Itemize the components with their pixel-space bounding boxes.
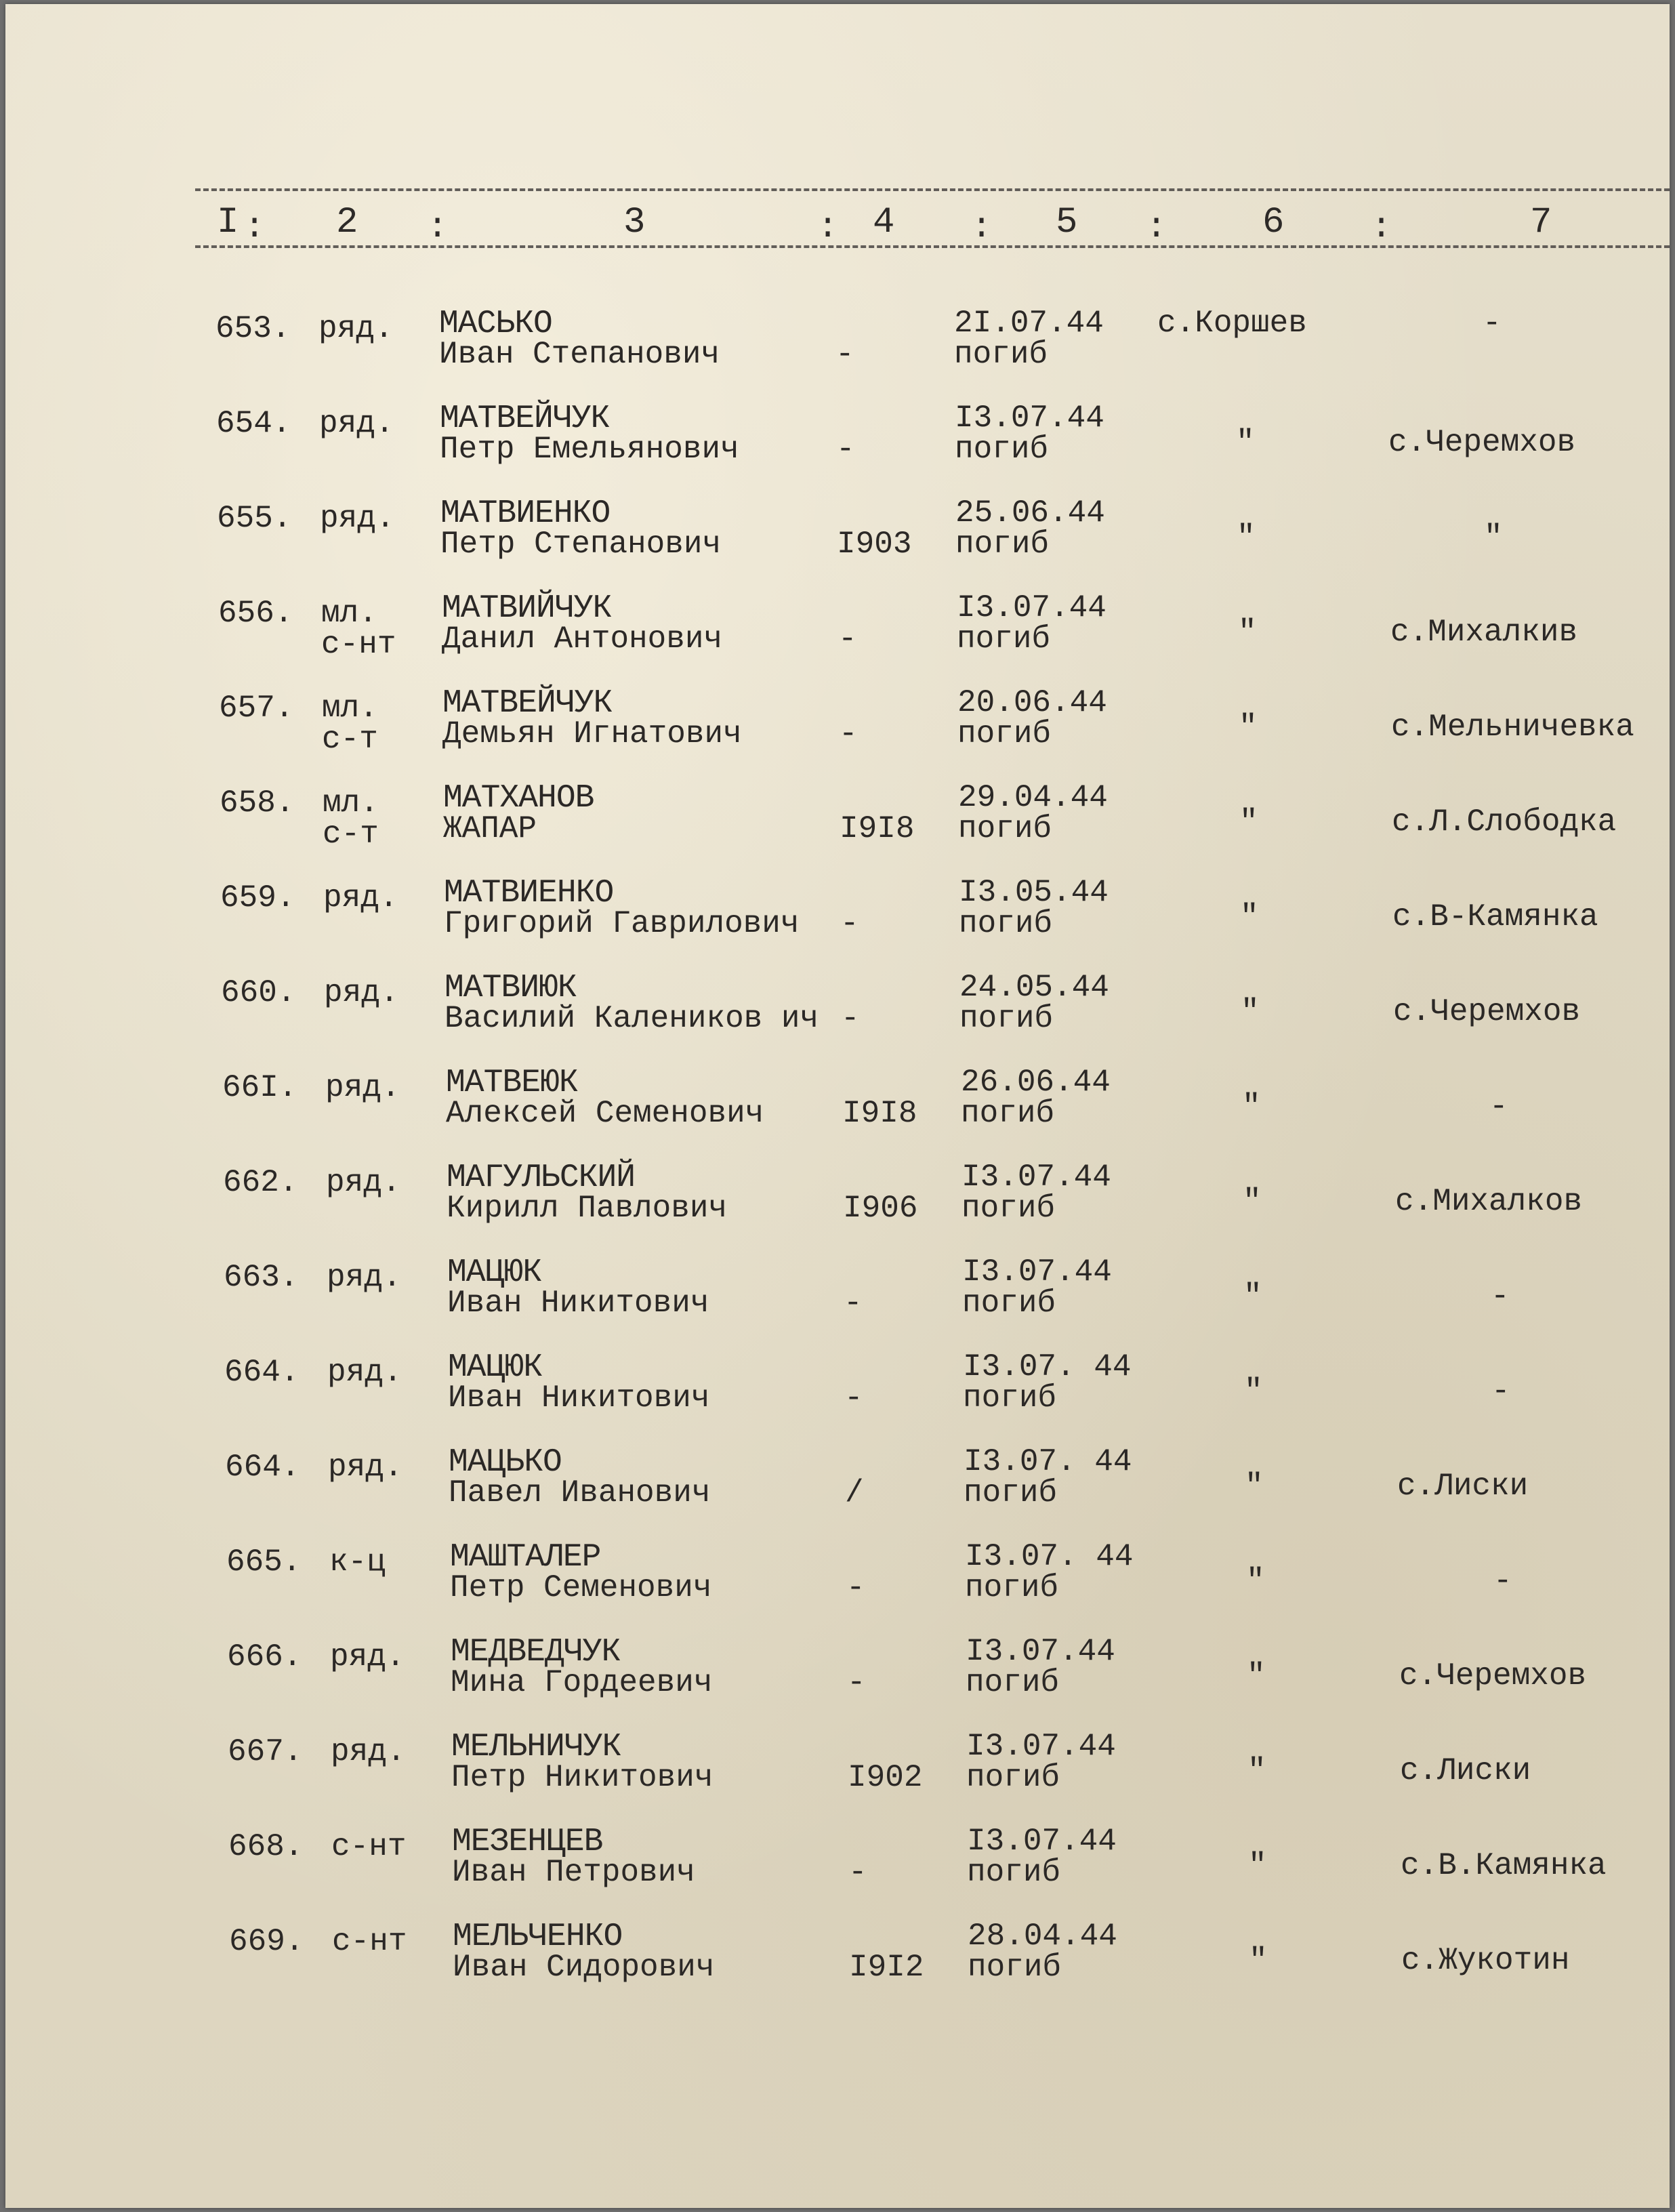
birth-year: - [847,1665,866,1700]
record-row [8,592,1672,687]
record-number: 659. [220,880,295,916]
first-and-patronymic: Кирилл Павлович [447,1191,728,1226]
place-of-death: " [1248,1848,1267,1883]
burial-place: с.Мельничевка [1391,710,1634,745]
col-separator: : [1146,207,1167,247]
record-number: 653. [215,311,291,346]
record-number: 668. [228,1829,304,1864]
rank: ряд. [324,975,399,1010]
place-of-death: " [1241,994,1260,1029]
first-and-patronymic: Петр Емельянович [440,432,739,467]
surname: МЕЗЕНЦЕВ [452,1824,603,1860]
birth-year: I903 [837,527,912,562]
birth-year: I9I8 [842,1096,917,1131]
status: погиб [964,1475,1058,1511]
birth-year: / [845,1475,864,1511]
record-row [9,687,1673,782]
status: погиб [961,1191,1056,1226]
record-number: 663. [224,1260,299,1295]
first-and-patronymic: Василий Калеников ич [444,1001,819,1036]
burial-place: с.Черемхов [1399,1658,1587,1694]
rank: ряд. [325,1070,400,1105]
birth-year: - [848,1855,867,1890]
record-row [19,1921,1675,2015]
record-number: 658. [220,785,295,821]
surname: МАСЬКО [439,306,552,342]
rank: ряд. [331,1734,406,1769]
record-number: 665. [226,1544,302,1580]
record-row [14,1256,1675,1351]
status: погиб [961,1096,1055,1131]
burial-place: с.Л.Слободка [1392,804,1617,840]
birth-year: I906 [843,1191,918,1226]
rank: ряд. [323,880,398,916]
record-number: 655. [217,501,292,536]
status: погиб [959,906,1053,941]
status: погиб [968,1950,1062,1985]
death-date: 24.05.44 [959,970,1109,1005]
death-date: I3.07.44 [957,590,1107,626]
record-row [13,1162,1675,1256]
burial-place: с.Черемхов [1393,994,1581,1029]
record-row [7,497,1671,592]
birth-year: - [846,1570,865,1605]
col-separator: : [244,207,266,247]
col-header-2: 2 [336,202,358,243]
burial-place: с.Черемхов [1388,425,1576,460]
first-and-patronymic: ЖАПАР [443,811,537,846]
birth-year: - [838,621,857,657]
status: погиб [966,1665,1060,1700]
header-bottom-rule [195,245,1670,248]
surname: МАТВИЙЧУК [442,590,612,627]
record-row [18,1826,1675,1921]
first-and-patronymic: Иван Сидорович [453,1950,715,1985]
record-number: 667. [228,1734,303,1769]
place-of-death: " [1246,1563,1265,1599]
surname: МЕЛЬЧЕНКО [453,1919,623,1955]
first-and-patronymic: Петр Никитович [451,1760,714,1795]
record-number: 656. [218,596,293,631]
rank: ряд. [326,1165,401,1200]
rank: ряд. [330,1639,405,1675]
record-row [5,308,1670,403]
place-of-death: " [1244,1374,1263,1409]
death-date: I3.07.44 [966,1634,1115,1669]
place-of-death: " [1245,1469,1264,1504]
record-row [12,1067,1675,1162]
place-of-death: " [1249,1943,1268,1978]
col-header-7: 7 [1530,202,1552,243]
record-number: 664. [224,1355,299,1390]
birth-year: I9I8 [840,811,915,846]
record-number: 664. [225,1450,300,1485]
first-and-patronymic: Иван Степанович [439,337,720,372]
place-of-death: " [1240,899,1259,935]
col-header-4: 4 [873,202,895,243]
death-date: I3.07.44 [966,1729,1116,1764]
first-and-patronymic: Мина Гордеевич [451,1665,713,1700]
first-and-patronymic: Демьян Игнатович [442,716,742,752]
burial-place: - [1483,306,1502,341]
death-date: I3.07. 44 [965,1539,1134,1574]
rank: мл. [321,596,377,631]
col-separator: : [971,207,993,247]
burial-place: с.Михалкив [1390,615,1578,650]
burial-place: - [1491,1374,1510,1409]
rank: мл. [323,785,379,821]
record-row [14,1351,1675,1446]
record-row [6,403,1670,497]
first-and-patronymic: Иван Никитович [448,1380,710,1416]
col-header-6: 6 [1262,202,1285,243]
surname: МАТВИЕНКО [440,495,611,532]
death-date: I3.07.44 [955,401,1104,436]
place-of-death: " [1236,425,1255,460]
surname: МЕЛЬНИЧУК [451,1729,621,1765]
surname: МАЦЬКО [449,1444,562,1481]
header-top-rule [195,188,1670,191]
status: погиб [967,1855,1061,1890]
status: погиб [966,1760,1060,1795]
record-row [10,877,1674,972]
death-date: 2I.07.44 [954,306,1104,341]
status: погиб [957,716,1052,752]
death-date: I3.07.44 [967,1824,1117,1859]
rank: с-нт [332,1924,407,1959]
place-of-death: с.Коршев [1157,306,1307,341]
record-row [16,1541,1675,1636]
burial-place: - [1489,1089,1508,1124]
birth-year: I902 [848,1760,923,1795]
col-header-3: 3 [623,202,646,243]
first-and-patronymic: Данил Антонович [442,621,723,657]
status: погиб [963,1380,1057,1416]
record-row [11,972,1675,1067]
place-of-death: " [1239,710,1258,745]
birth-year: - [836,432,855,467]
status: погиб [954,337,1048,372]
rank: к-ц [329,1544,386,1580]
place-of-death: " [1237,520,1256,555]
record-row [18,1731,1675,1826]
status: погиб [958,811,1052,846]
burial-place: с.В-Камянка [1392,899,1598,935]
rank: мл. [322,691,378,726]
place-of-death: " [1243,1279,1262,1314]
surname: МАТВЕЙЧУК [442,685,613,722]
record-row [17,1636,1675,1731]
rank: с-нт [331,1829,407,1864]
status: погиб [959,1001,1054,1036]
burial-place: - [1493,1563,1512,1599]
first-and-patronymic: Алексей Семенович [446,1096,764,1131]
burial-place: с.Михалков [1395,1184,1583,1219]
col-separator: : [1371,207,1392,247]
col-separator: : [817,207,839,247]
surname: МАЦЮК [447,1254,542,1291]
record-number: 660. [221,975,296,1010]
rank: ряд. [327,1260,402,1295]
burial-place: с.В.Камянка [1401,1848,1607,1883]
first-and-patronymic: Иван Петрович [452,1855,695,1890]
surname: МАТВЕЮК [446,1065,578,1101]
first-and-patronymic: Петр Семенович [450,1570,712,1605]
birth-year: - [835,337,854,372]
status: погиб [955,432,1049,467]
death-date: 29.04.44 [958,780,1108,815]
rank: ряд. [319,406,394,441]
place-of-death: " [1247,1753,1266,1788]
rank: ряд. [318,311,394,346]
surname: МАШТАЛЕР [450,1539,601,1576]
surname: МАТВИЮК [444,970,577,1006]
place-of-death: " [1243,1184,1262,1219]
place-of-death: " [1238,615,1257,650]
burial-place: с.Лиски [1397,1469,1529,1504]
death-date: I3.05.44 [959,875,1109,910]
surname: МАЦЮК [448,1349,543,1386]
birth-year: I9I2 [849,1950,924,1985]
surname: МАТХАНОВ [443,780,594,817]
death-date: I3.07. 44 [964,1444,1132,1479]
rank-line-2: с-т [323,817,379,852]
document-page [5,4,1670,2208]
death-date: 25.06.44 [955,495,1105,531]
death-date: I3.07. 44 [963,1349,1132,1385]
burial-place: с.Жукотин [1401,1943,1570,1978]
birth-year: - [839,716,858,752]
burial-place: " [1484,520,1503,555]
status: погиб [965,1570,1059,1605]
record-number: 66I. [222,1070,297,1105]
place-of-death: " [1242,1089,1261,1124]
col-header-1: I [217,202,239,243]
record-row [9,782,1674,877]
first-and-patronymic: Петр Степанович [440,527,722,562]
place-of-death: " [1247,1658,1266,1694]
rank-line-2: с-т [322,722,378,757]
burial-place: с.Лиски [1400,1753,1531,1788]
first-and-patronymic: Павел Иванович [449,1475,711,1511]
death-date: 20.06.44 [957,685,1107,720]
record-number: 662. [223,1165,298,1200]
birth-year: - [844,1286,863,1321]
status: погиб [957,621,1051,657]
death-date: 28.04.44 [968,1919,1117,1954]
death-date: I3.07.44 [962,1254,1112,1290]
birth-year: - [841,1001,860,1036]
status: погиб [955,527,1050,562]
place-of-death: " [1239,804,1258,840]
burial-place: - [1491,1279,1510,1314]
death-date: I3.07.44 [961,1160,1111,1195]
surname: МАГУЛЬСКИЙ [447,1160,636,1196]
surname: МАТВИЕНКО [444,875,614,912]
record-number: 666. [227,1639,302,1675]
death-date: 26.06.44 [961,1065,1111,1100]
col-separator: : [427,207,449,247]
record-number: 657. [219,691,294,726]
surname: МЕДВЕДЧУК [451,1634,621,1671]
col-header-5: 5 [1056,202,1078,243]
rank: ряд. [328,1450,403,1485]
rank: ряд. [327,1355,402,1390]
rank: ряд. [320,501,395,536]
birth-year: - [844,1380,863,1416]
record-row [15,1446,1675,1541]
record-number: 654. [216,406,291,441]
rank-line-2: с-нт [321,627,396,662]
first-and-patronymic: Иван Никитович [447,1286,709,1321]
first-and-patronymic: Григорий Гаврилович [444,906,800,941]
record-number: 669. [229,1924,304,1959]
status: погиб [962,1286,1056,1321]
birth-year: - [840,906,859,941]
surname: МАТВЕЙЧУК [440,401,610,437]
